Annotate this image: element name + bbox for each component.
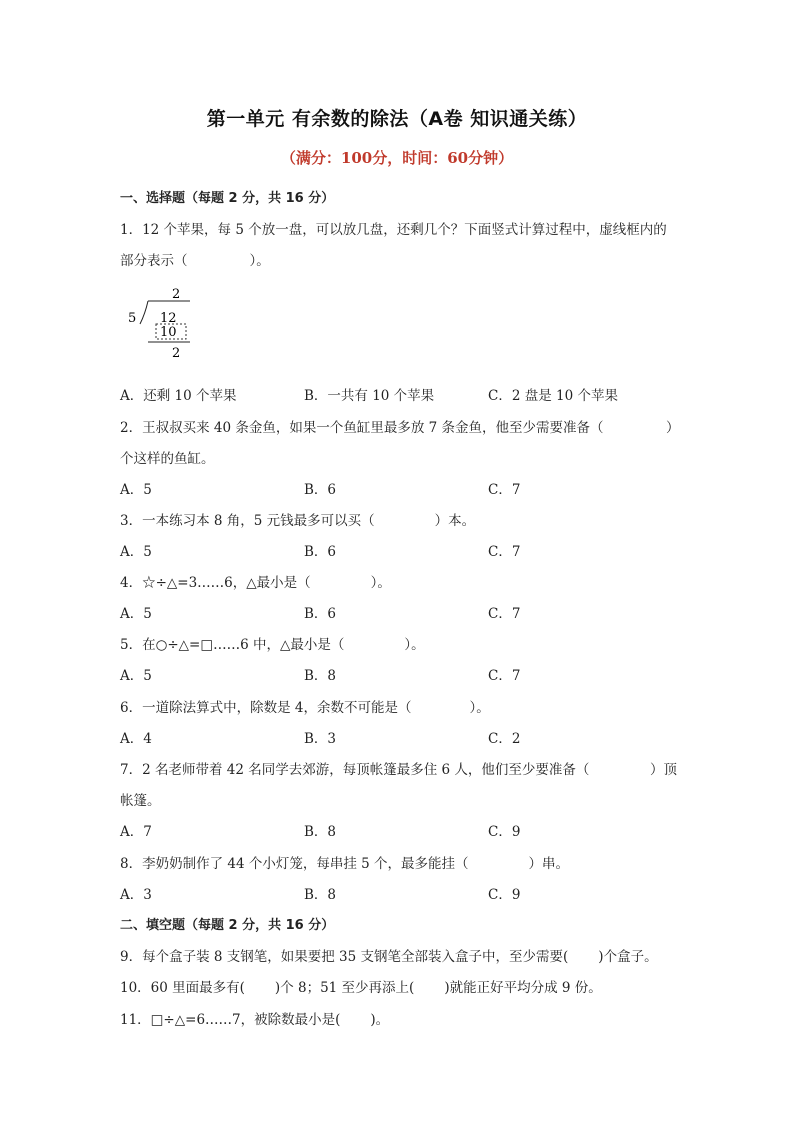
product-digits: 10 xyxy=(160,325,177,340)
question-9 xyxy=(120,945,680,965)
question-2-close-paren: ） xyxy=(666,420,680,436)
question-3-prompt-end: ）本。 xyxy=(434,513,476,529)
question-4-prompt-end: ）。 xyxy=(370,575,391,591)
q2-option-b[interactable]: B．6 xyxy=(304,482,337,498)
question-4-prompt: 4．☆÷△=3……6，△最小是（ xyxy=(120,575,311,591)
question-10-prompt-mid: )个 8；51 至少再添上( xyxy=(274,980,415,996)
question-1-line-1: 1．12 个苹果，每 5 个放一盘，可以放几盘，还剩几个？下面竖式计算过程中，虚线框内的 xyxy=(120,222,667,238)
q1-option-a[interactable]: A．还剩 10 个苹果 xyxy=(120,388,237,404)
q1-option-c[interactable]: C．2 盘是 10 个苹果 xyxy=(488,388,618,404)
question-7-line-2: 帐篷。 xyxy=(120,793,161,809)
question-2-line-2: 个这样的鱼缸。 xyxy=(120,451,215,467)
q2-option-c[interactable]: C．7 xyxy=(488,482,521,498)
q4-option-a[interactable]: A．5 xyxy=(120,606,152,622)
question-5 xyxy=(120,633,680,653)
q6-option-b[interactable]: B．3 xyxy=(304,731,337,747)
q5-option-c[interactable]: C．7 xyxy=(488,668,521,684)
divisor-digit: 5 xyxy=(128,311,137,326)
question-3 xyxy=(120,509,680,529)
q6-option-a[interactable]: A．4 xyxy=(120,731,152,747)
question-11 xyxy=(120,1008,680,1028)
section-heading-fill: 二、填空题（每题 2 分，共 16 分） xyxy=(120,918,335,933)
remainder-digit: 2 xyxy=(172,346,181,361)
question-11-prompt: 11．□÷△=6……7，被除数最小是( xyxy=(120,1012,341,1028)
question-10 xyxy=(120,976,680,996)
q2-option-a[interactable]: A．5 xyxy=(120,482,152,498)
q7-option-a[interactable]: A．7 xyxy=(120,824,152,840)
question-8 xyxy=(120,852,680,872)
quotient-digit: 2 xyxy=(172,287,181,302)
question-6 xyxy=(120,696,680,716)
division-bracket xyxy=(140,301,148,324)
question-7-line-1: 7．2 名老师带着 42 名同学去郊游，每顶帐篷最多住 6 人，他们至少要准备（ xyxy=(120,762,590,778)
question-10-prompt-end: )就能正好平均分成 9 份。 xyxy=(444,980,602,996)
question-9-prompt: 9．每个盒子装 8 支钢笔，如果要把 35 支钢笔全部装入盒子中，至少需要( xyxy=(120,949,569,965)
question-5-prompt: 5．在○÷△=□……6 中，△最小是（ xyxy=(120,637,345,653)
q5-option-b[interactable]: B．8 xyxy=(304,668,337,684)
question-5-prompt-end: ）。 xyxy=(404,637,425,653)
q3-option-b[interactable]: B．6 xyxy=(304,544,337,560)
dividend-digits: 12 xyxy=(160,311,177,326)
question-4 xyxy=(120,571,680,591)
q8-option-c[interactable]: C．9 xyxy=(488,887,521,903)
q1-option-b[interactable]: B．一共有 10 个苹果 xyxy=(304,388,435,404)
q7-option-c[interactable]: C．9 xyxy=(488,824,521,840)
question-3-prompt: 3．一本练习本 8 角，5 元钱最多可以买（ xyxy=(120,513,375,529)
q4-option-b[interactable]: B．6 xyxy=(304,606,337,622)
question-1-prompt: 部分表示（ xyxy=(120,253,188,269)
question-2-line-1: 2．王叔叔买来 40 条金鱼，如果一个鱼缸里最多放 7 条金鱼，他至少需要准备（ xyxy=(120,420,604,436)
question-1-line-2 xyxy=(120,249,680,269)
q8-option-b[interactable]: B．8 xyxy=(304,887,337,903)
long-division-figure xyxy=(126,284,206,364)
page-subtitle: （满分：100分，时间：60分钟） xyxy=(280,149,514,167)
question-9-prompt-end: )个盒子。 xyxy=(598,949,658,965)
question-8-prompt-end: ）串。 xyxy=(528,856,570,872)
question-6-prompt-end: ）。 xyxy=(469,700,490,716)
question-8-prompt: 8．李奶奶制作了 44 个小灯笼，每串挂 5 个，最多能挂（ xyxy=(120,856,469,872)
question-11-prompt-end: )。 xyxy=(370,1012,390,1028)
question-10-prompt: 10．60 里面最多有( xyxy=(120,980,245,996)
q5-option-a[interactable]: A．5 xyxy=(120,668,152,684)
q4-option-c[interactable]: C．7 xyxy=(488,606,521,622)
page-title: 第一单元 有余数的除法（A卷 知识通关练） xyxy=(206,108,588,130)
question-7-close-paren: ）顶 xyxy=(650,762,677,778)
section-heading-choice: 一、选择题（每题 2 分，共 16 分） xyxy=(120,191,335,206)
q3-option-c[interactable]: C．7 xyxy=(488,544,521,560)
question-6-prompt: 6．一道除法算式中，除数是 4，余数不可能是（ xyxy=(120,700,412,716)
q6-option-c[interactable]: C．2 xyxy=(488,731,521,747)
q3-option-a[interactable]: A．5 xyxy=(120,544,152,560)
q7-option-b[interactable]: B．8 xyxy=(304,824,337,840)
q8-option-a[interactable]: A．3 xyxy=(120,887,152,903)
question-1-prompt-end: ）。 xyxy=(249,253,270,269)
